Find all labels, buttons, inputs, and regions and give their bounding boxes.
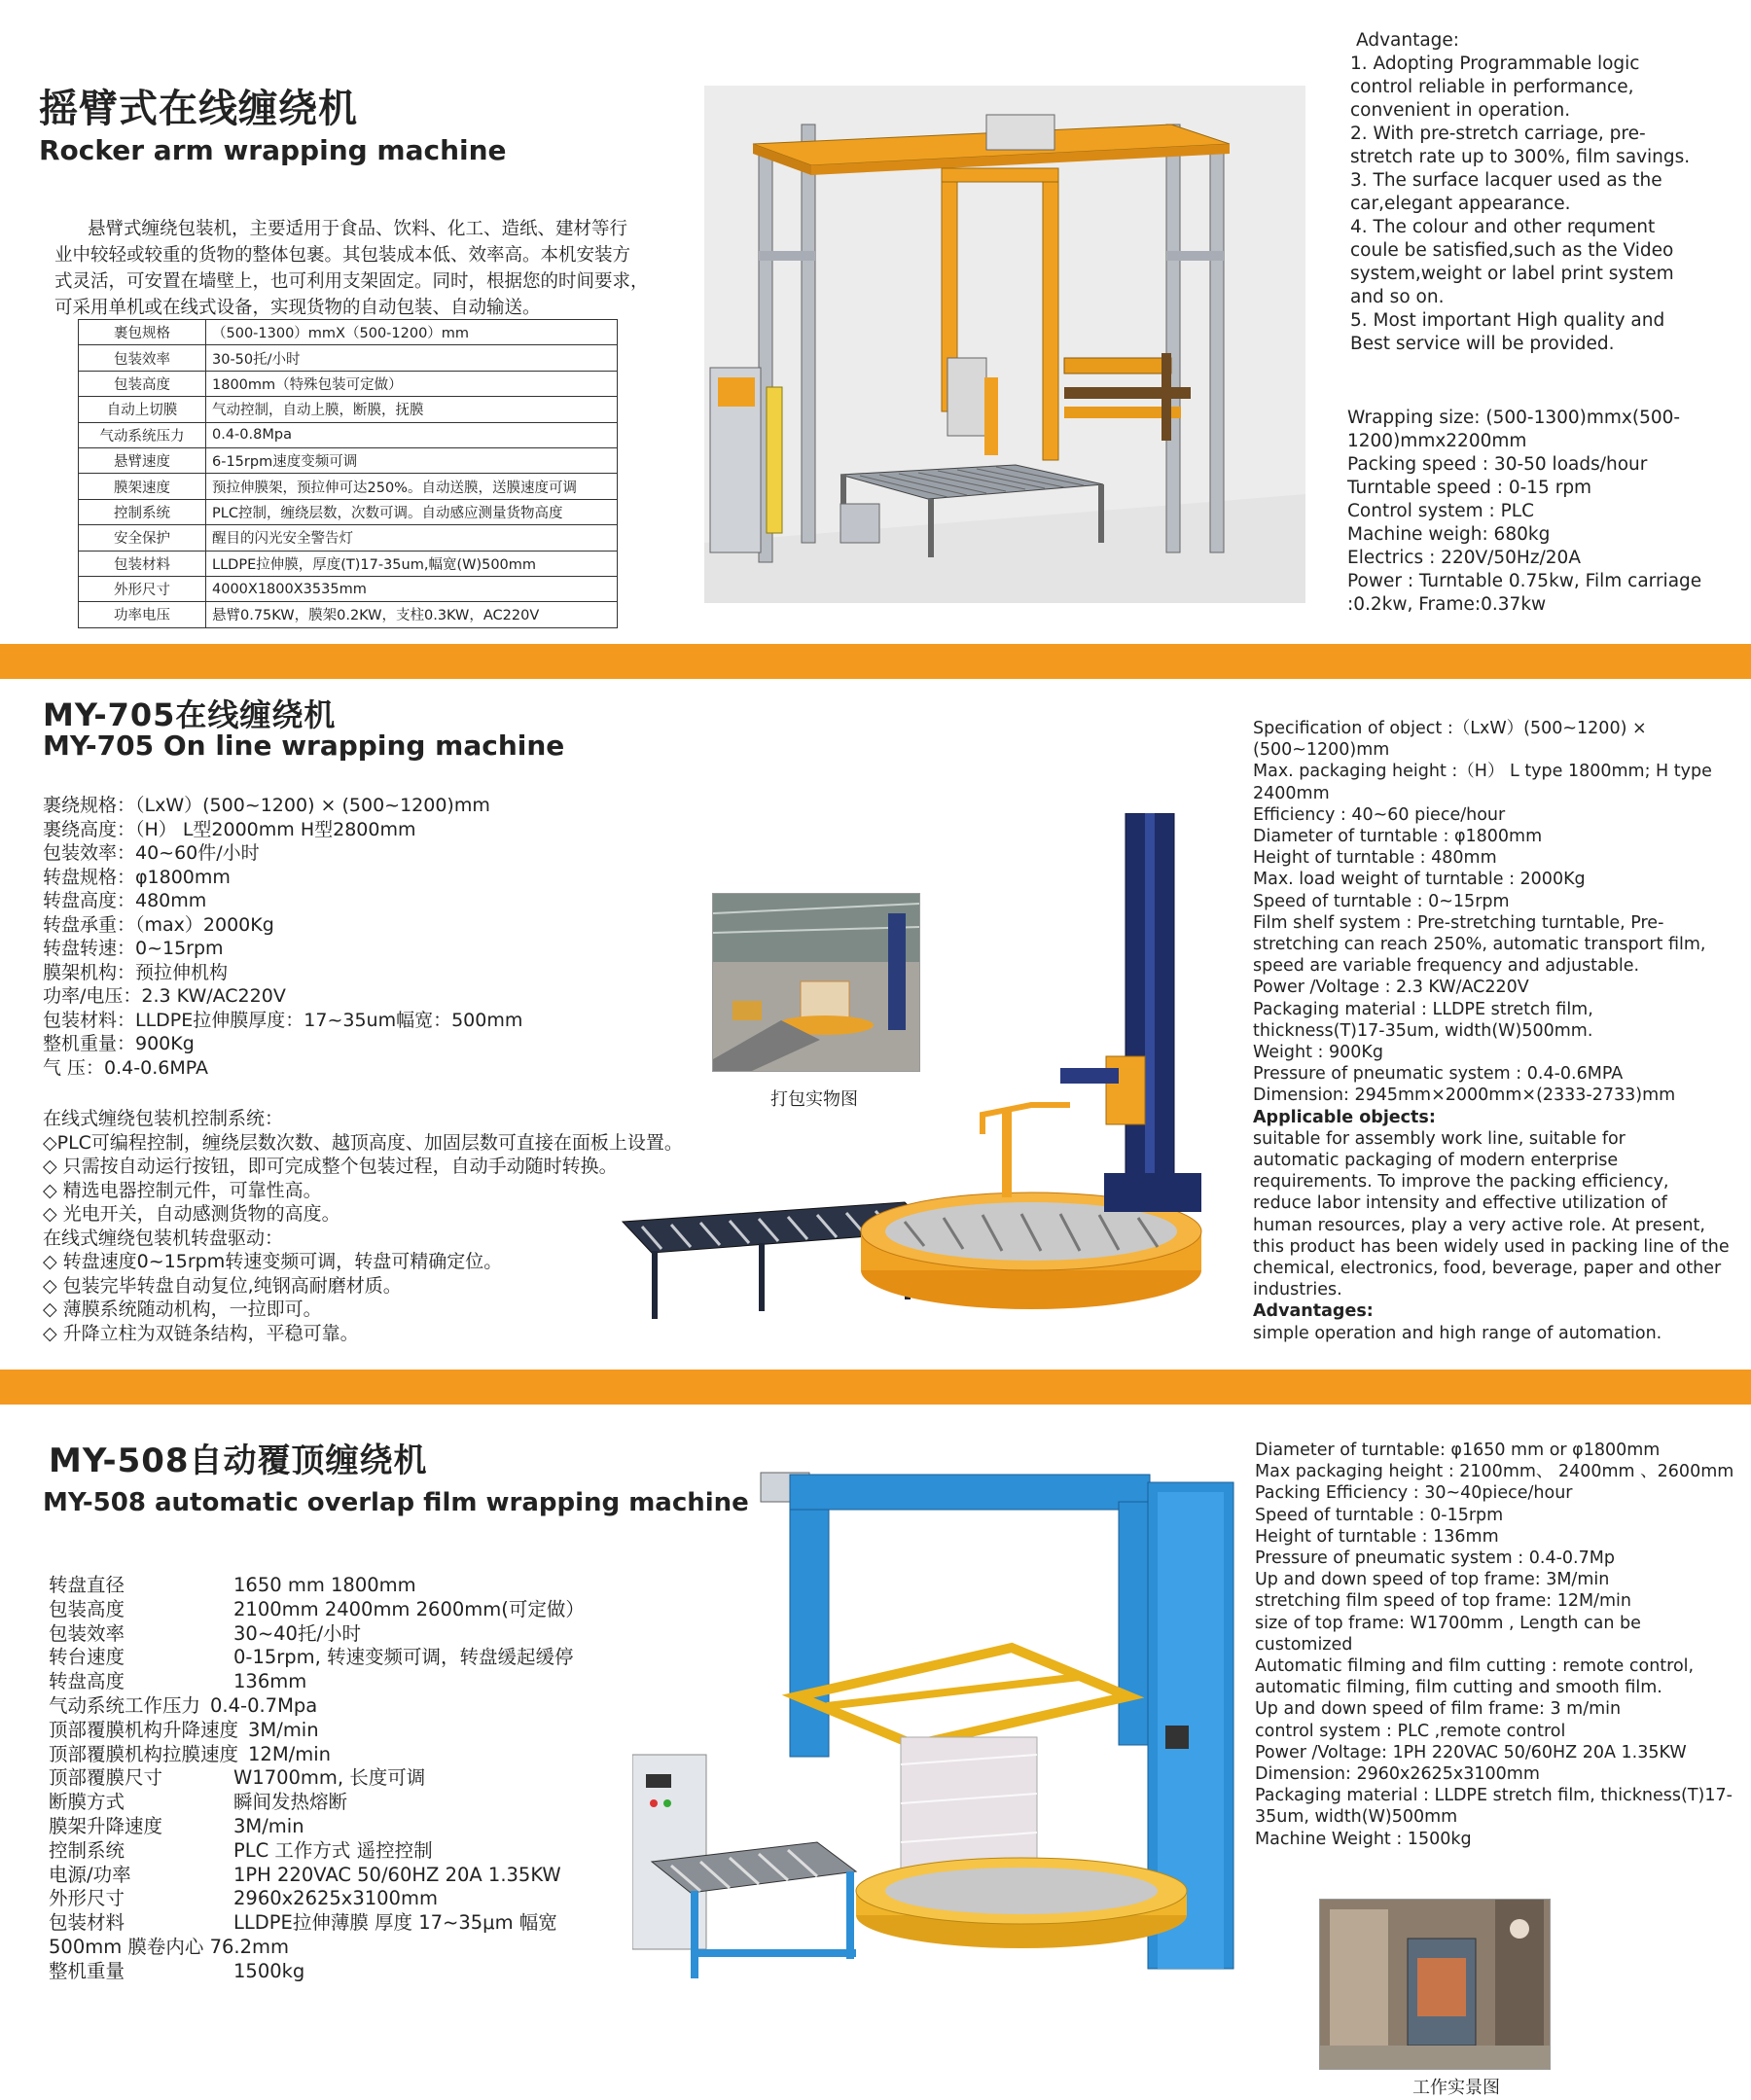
spec-line: 整机重量：900Kg: [43, 1033, 195, 1054]
spec-table-row: [79, 320, 618, 345]
spec-key: 悬臂速度: [79, 447, 206, 473]
spec-key: 转盘高度: [49, 1670, 125, 1693]
spec-table-row: [79, 447, 618, 473]
spec-row: [49, 1791, 632, 1815]
spec-value: 3M/min: [248, 1718, 319, 1741]
spec-table-row: [79, 474, 618, 499]
spec-en-line: Automatic filming and film cutting : remote control,: [1255, 1656, 1695, 1677]
my705-machine-image: [613, 813, 1235, 1358]
spec-value: 30-50托/小时: [206, 345, 618, 371]
spec-key: 转盘直径: [49, 1574, 125, 1596]
spec-en-line: Packing speed : 30-50 loads/hour: [1347, 454, 1648, 475]
spec-en-line: Packaging material : LLDPE stretch film,: [1253, 999, 1593, 1019]
orange-divider: [0, 644, 1751, 679]
spec-key: 电源/功率: [49, 1863, 131, 1886]
spec-en-line: stretching can reach 250%, automatic transport film,: [1253, 935, 1706, 955]
spec-value: PLC 工作方式 遥控控制: [233, 1838, 433, 1862]
spec-en-line: Height of turntable : 136mm: [1255, 1526, 1499, 1547]
spec-en-line: Pressure of pneumatic system : 0.4-0.7Mp: [1255, 1548, 1615, 1569]
spec-row: [49, 1622, 632, 1647]
advantage-line: 3. The surface lacquer used as the: [1350, 170, 1662, 191]
spec-value: 悬臂0.75KW，膜架0.2KW，支柱0.3KW，AC220V: [206, 602, 618, 627]
spec-en-line: customized: [1255, 1634, 1353, 1655]
spec-value: 6-15rpm速度变频可调: [206, 447, 618, 473]
intro-line: 可采用单机或在线式设备，实现货物的自动包装、自动输送。: [54, 298, 541, 318]
control-line: ◇ 薄膜系统随动机构，一拉即可。: [43, 1299, 322, 1320]
spec-value: 预拉伸膜架，预拉伸可达250%。自动送膜，送膜速度可调: [206, 474, 618, 499]
section1-advantage: [1350, 29, 1739, 356]
control-line: ◇PLC可编程控制，缠绕层数次数、越顶高度、加固层数可直接在面板上设置。: [43, 1131, 683, 1154]
spec-row: [49, 1815, 632, 1839]
applicable-line: automatic packaging of modern enterprise: [1253, 1151, 1619, 1171]
advantage-line: control reliable in performance,: [1350, 77, 1634, 97]
advantage-line: stretch rate up to 300%, film savings.: [1350, 147, 1691, 167]
spec-en-line: Machine weigh: 680kg: [1347, 524, 1551, 545]
my508-machine-illustration: [632, 1463, 1255, 1988]
spec-row: [49, 1670, 632, 1694]
control-line: ◇ 光电开关，自动感测货物的高度。: [43, 1203, 340, 1225]
spec-value: 2100mm 2400mm 2600mm(可定做）: [233, 1597, 585, 1620]
spec-line: 膜架机构：预拉伸机构: [43, 961, 229, 983]
rocker-arm-machine-illustration: [704, 86, 1305, 603]
section3-specs-en: [1255, 1440, 1746, 1850]
spec-en-line: Wrapping size: (500-1300)mmx(500-: [1347, 408, 1681, 428]
spec-key: 膜架速度: [79, 474, 206, 499]
spec-row: [49, 1766, 632, 1791]
spec-en-line: Packaging material : LLDPE stretch film, thickness(T)17-: [1255, 1786, 1733, 1806]
worksite-photo: [1319, 1899, 1551, 2070]
spec-key: 顶部覆膜机构拉膜速度: [49, 1742, 239, 1765]
applicable-line: human resources, play a very active role. At present,: [1253, 1215, 1705, 1235]
spec-value: 醒目的闪光安全警告灯: [206, 525, 618, 551]
advantage-line: system,weight or label print system: [1350, 264, 1674, 284]
spec-line: 裹绕规格：（LxW）(500~1200) × (500~1200)mm: [43, 795, 490, 816]
section1-spec-table: [78, 319, 618, 628]
control-line: ◇ 包装完毕转盘自动复位,纯钢高耐磨材质。: [43, 1274, 402, 1297]
spec-value: 1500kg: [233, 1959, 305, 1982]
spec-key: 包装高度: [79, 371, 206, 396]
control-line: 在线式缠绕包装机控制系统：: [43, 1108, 284, 1129]
spec-en-line: control system : PLC ,remote control: [1255, 1721, 1566, 1741]
spec-value: 1800mm（特殊包装可定做）: [206, 371, 618, 396]
spec-line: 转盘高度：480mm: [43, 890, 207, 911]
packing-photo-caption: 打包实物图: [770, 1089, 858, 1110]
spec-line: 包装效率：40~60件/小时: [43, 842, 260, 864]
spec-en-line: :0.2kw, Frame:0.37kw: [1347, 594, 1547, 615]
spec-value: （500-1300）mmX（500-1200）mm: [206, 320, 618, 345]
applicable-line: industries.: [1253, 1280, 1342, 1300]
spec-en-line: automatic filming, film cutting and smooth film.: [1255, 1678, 1662, 1698]
spec-value: 瞬间发热熔断: [233, 1791, 348, 1814]
control-line: ◇ 转盘速度0~15rpm转速变频可调，转盘可精确定位。: [43, 1251, 503, 1272]
spec-value: 30~40托/小时: [233, 1621, 362, 1645]
section2-specs-en: [1253, 718, 1744, 1344]
spec-en-line: Power : Turntable 0.75kw, Film carriage: [1347, 571, 1702, 591]
spec-en-line: Film shelf system : Pre-stretching turntable, Pre-: [1253, 912, 1664, 933]
spec-line: 包装材料：LLDPE拉伸膜厚度：17~35um幅宽：500mm: [43, 1009, 523, 1031]
spec-key: 包装材料: [49, 1911, 125, 1935]
spec-key: 顶部覆膜尺寸: [49, 1766, 163, 1790]
spec-key: 安全保护: [79, 525, 206, 551]
advantages-text: simple operation and high range of automation.: [1253, 1323, 1662, 1343]
spec-value: 12M/min: [248, 1742, 331, 1765]
spec-en-line: Weight : 900Kg: [1253, 1043, 1383, 1063]
worksite-photo-illustration: [1320, 1900, 1550, 2069]
spec-row: [49, 1574, 632, 1598]
spec-key: 包装效率: [49, 1621, 125, 1645]
advantages-label: Advantages:: [1253, 1301, 1374, 1322]
spec-table-row: [79, 551, 618, 576]
advantage-line: Advantage:: [1356, 30, 1460, 51]
spec-key: 裹包规格: [79, 320, 206, 345]
my705-machine-illustration: [613, 813, 1235, 1358]
intro-line: 悬臂式缠绕包装机，主要适用于食品、饮料、化工、造纸、建材等行: [88, 219, 628, 239]
spec-key: 包装材料: [79, 551, 206, 576]
spec-value: LLDPE拉伸薄膜 厚度 17~35μm 幅宽: [233, 1911, 557, 1935]
intro-line: 业中较轻或较重的货物的整体包裹。其包装成本低、效率高。本机安装方: [54, 245, 631, 266]
spec-value: PLC控制，缠绕层数，次数可调。自动感应测量货物高度: [206, 499, 618, 524]
section3-specs: [49, 1574, 632, 1984]
spec-key: 包装效率: [79, 345, 206, 371]
spec-en-line: 1200)mmx2200mm: [1347, 431, 1527, 451]
spec-en-line: Power /Voltage : 2.3 KW/AC220V: [1253, 978, 1529, 998]
section1-title-cn: 摇臂式在线缠绕机: [39, 87, 358, 131]
spec-en-line: (500~1200)mm: [1253, 740, 1390, 761]
advantage-line: and so on.: [1350, 287, 1445, 307]
control-line: ◇ 只需按自动运行按钮，即可完成整个包装过程，自动手动随时转换。: [43, 1156, 618, 1177]
spec-key: 自动上切膜: [79, 397, 206, 422]
section1-intro: [54, 216, 677, 321]
spec-table-row: [79, 422, 618, 447]
section2-title-cn: MY-705在线缠绕机: [43, 696, 337, 733]
spec-en-line: Max packaging height : 2100mm、 2400mm 、2600mm: [1255, 1462, 1734, 1482]
spec-extra-line: 500mm 膜卷内心 76.2mm: [49, 1935, 290, 1958]
applicable-line: requirements. To improve the packing efficiency,: [1253, 1172, 1669, 1192]
applicable-line: suitable for assembly work line, suitable for: [1253, 1128, 1626, 1149]
spec-key: 膜架升降速度: [49, 1814, 163, 1837]
control-line: ◇ 升降立柱为双链条结构，平稳可靠。: [43, 1322, 359, 1344]
section3-title-cn: MY-508自动覆顶缠绕机: [49, 1442, 428, 1480]
spec-value: 1650 mm 1800mm: [233, 1574, 416, 1596]
spec-en-line: Up and down speed of film frame: 3 m/min: [1255, 1699, 1622, 1720]
spec-key: 包装高度: [49, 1597, 125, 1620]
applicable-line: this product has been widely used in packing line of the: [1253, 1236, 1730, 1257]
spec-row: [49, 1839, 632, 1864]
control-line: ◇ 精选电器控制元件，可靠性高。: [43, 1179, 322, 1201]
spec-en-line: Turntable speed : 0-15 rpm: [1347, 478, 1592, 498]
advantage-line: convenient in operation.: [1350, 100, 1571, 121]
worksite-photo-caption: 工作实景图: [1412, 2078, 1500, 2098]
spec-line: 功率/电压：2.3 KW/AC220V: [43, 985, 286, 1007]
my508-machine-image: [632, 1463, 1255, 1988]
spec-line: 气 压：0.4-0.6MPA: [43, 1056, 208, 1079]
advantage-line: 1. Adopting Programmable logic: [1350, 53, 1640, 74]
spec-value: 0.4-0.8Mpa: [206, 422, 618, 447]
spec-en-line: thickness(T)17-35um, width(W)500mm.: [1253, 1020, 1593, 1041]
spec-value: 气动控制，自动上膜，断膜，抚膜: [206, 397, 618, 422]
spec-en-line: Efficiency : 40~60 piece/hour: [1253, 804, 1506, 825]
spec-table-row: [79, 602, 618, 627]
spec-en-line: Speed of turntable : 0~15rpm: [1253, 891, 1510, 911]
spec-key: 外形尺寸: [49, 1887, 125, 1910]
section1-specs-en: [1347, 407, 1746, 617]
spec-en-line: Dimension: 2960x2625x3100mm: [1255, 1764, 1540, 1785]
spec-en-line: Pressure of pneumatic system : 0.4-0.6MPA: [1253, 1064, 1624, 1085]
spec-line: 转盘承重：（max）2000Kg: [43, 913, 274, 936]
section1-title-en: Rocker arm wrapping machine: [39, 134, 507, 166]
spec-en-line: Up and down speed of top frame: 3M/min: [1255, 1570, 1610, 1590]
advantage-line: Best service will be provided.: [1350, 334, 1615, 354]
spec-row: [49, 1864, 632, 1888]
spec-en-line: Power /Voltage: 1PH 220VAC 50/60HZ 20A 1.35KW: [1255, 1742, 1687, 1762]
spec-value: 3M/min: [233, 1814, 304, 1837]
spec-en-line: 35um, width(W)500mm: [1255, 1807, 1458, 1828]
spec-en-line: stretching film speed of top frame: 12M/min: [1255, 1591, 1631, 1612]
spec-en-line: Height of turntable : 480mm: [1253, 848, 1497, 869]
spec-value: 4000X1800X3535mm: [206, 576, 618, 601]
spec-row: [49, 1719, 632, 1743]
spec-row: [49, 1598, 632, 1622]
intro-line: 式灵活，可安置在墙壁上，也可利用支架固定。同时，根据您的时间要求，: [54, 271, 649, 292]
advantage-line: coule be satisfied,such as the Video: [1350, 240, 1674, 261]
spec-key: 转台速度: [49, 1646, 125, 1669]
spec-key: 气动系统工作压力: [49, 1693, 201, 1717]
spec-value: 2960x2625x3100mm: [233, 1887, 438, 1910]
spec-en-line: Max. load weight of turntable : 2000Kg: [1253, 870, 1586, 890]
spec-table-row: [79, 345, 618, 371]
spec-key: 顶部覆膜机构升降速度: [49, 1718, 239, 1741]
spec-value: 1PH 220VAC 50/60HZ 20A 1.35KW: [233, 1863, 561, 1886]
spec-table-row: [79, 499, 618, 524]
applicable-line: reduce labor intensity and effective utilization of: [1253, 1193, 1667, 1214]
spec-line: 裹绕高度：（H） L型2000mm H型2800mm: [43, 818, 416, 840]
spec-key: 控制系统: [49, 1838, 125, 1862]
spec-row: [49, 1887, 632, 1911]
spec-en-line: Speed of turntable : 0-15rpm: [1255, 1505, 1504, 1525]
control-line: 在线式缠绕包装机转盘驱动：: [43, 1227, 284, 1249]
advantage-line: 5. Most important High quality and: [1350, 310, 1665, 331]
spec-key: 功率电压: [79, 602, 206, 627]
spec-key: 控制系统: [79, 499, 206, 524]
spec-key: 外形尺寸: [79, 576, 206, 601]
orange-divider: [0, 1370, 1751, 1405]
spec-key: 气动系统压力: [79, 422, 206, 447]
spec-row: [49, 1646, 632, 1670]
spec-en-line: Dimension: 2945mm×2000mm×(2333-2733)mm: [1253, 1086, 1676, 1106]
spec-key: 断膜方式: [49, 1791, 125, 1814]
applicable-line: chemical, electronics, food, beverage, paper and other: [1253, 1259, 1722, 1279]
spec-table-row: [79, 371, 618, 396]
spec-table-row: [79, 397, 618, 422]
spec-value: 136mm: [233, 1670, 307, 1693]
section3-title-en: MY-508 automatic overlap film wrapping machine: [43, 1488, 749, 1517]
rocker-arm-machine-image: [704, 86, 1305, 603]
spec-en-line: size of top frame: W1700mm , Length can be: [1255, 1613, 1641, 1633]
spec-en-line: Specification of object :（LxW）(500~1200) ×: [1253, 719, 1647, 738]
spec-key: 整机重量: [49, 1959, 125, 1982]
applicable-label: Applicable objects:: [1253, 1107, 1436, 1127]
spec-value: LLDPE拉伸膜，厚度(T)17-35um,幅宽(W)500mm: [206, 551, 618, 576]
advantage-line: 2. With pre-stretch carriage, pre-: [1350, 124, 1646, 144]
spec-en-line: Diameter of turntable: φ1650 mm or φ1800mm: [1255, 1441, 1661, 1460]
advantage-line: car,elegant appearance.: [1350, 194, 1571, 214]
spec-row: [49, 1960, 632, 1984]
spec-row: [49, 1743, 632, 1767]
spec-value: W1700mm, 长度可调: [233, 1766, 426, 1790]
spec-en-line: Electrics : 220V/50Hz/20A: [1347, 548, 1581, 568]
advantage-line: 4. The colour and other requment: [1350, 217, 1656, 237]
spec-row: [49, 1694, 632, 1719]
spec-row: [49, 1911, 632, 1936]
spec-en-line: Diameter of turntable : φ1800mm: [1253, 827, 1543, 847]
spec-table-row: [79, 525, 618, 551]
spec-line: 转盘规格：φ1800mm: [43, 866, 231, 888]
spec-line: 转盘转速：0~15rpm: [43, 938, 224, 959]
spec-value: 0-15rpm, 转速变频可调，转盘缓起缓停: [233, 1646, 574, 1669]
spec-value: 0.4-0.7Mpa: [210, 1693, 318, 1717]
spec-en-line: Control system : PLC: [1347, 501, 1535, 521]
spec-en-line: Packing Efficiency : 30~40piece/hour: [1255, 1483, 1573, 1504]
spec-en-line: Max. packaging height :（H） L type 1800mm; H type: [1253, 762, 1712, 782]
section2-title-en: MY-705 On line wrapping machine: [43, 730, 565, 762]
spec-en-line: Machine Weight : 1500kg: [1255, 1829, 1472, 1849]
spec-en-line: 2400mm: [1253, 783, 1330, 803]
spec-en-line: speed are variable frequency and adjustable.: [1253, 956, 1640, 977]
section2-specs: [43, 794, 665, 1080]
spec-table-row: [79, 576, 618, 601]
